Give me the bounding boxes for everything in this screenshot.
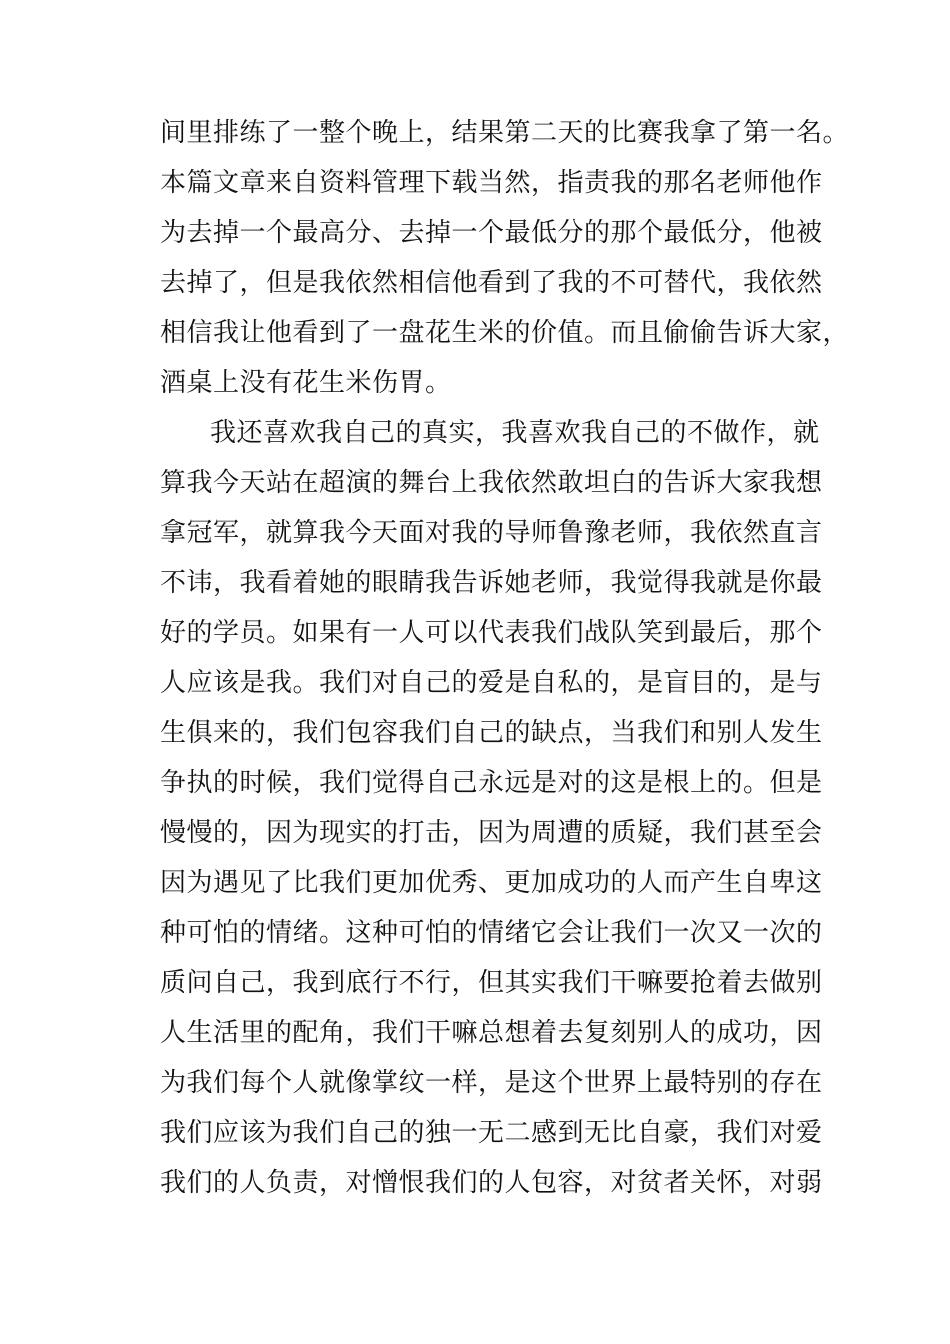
text-line: 拿冠军，就算我今天面对我的导师鲁豫老师，我依然直言: [160, 518, 823, 548]
paragraph-2: [160, 408, 823, 1208]
text-line: 好的学员。如果有一人可以代表我们战队笑到最后，那个: [160, 618, 823, 648]
text-line: 因为遇见了比我们更加优秀、更加成功的人而产生自卑这: [160, 868, 823, 898]
text-line: 为我们每个人就像掌纹一样，是这个世界上最特别的存在: [160, 1068, 823, 1098]
text-line: 我还喜欢我自己的真实，我喜欢我自己的不做作，就: [210, 418, 820, 448]
text-line: 本篇文章来自资料管理下载当然，指责我的那名老师他作: [160, 168, 823, 198]
text-line: 我们应该为我们自己的独一无二感到无比自豪，我们对爱: [160, 1118, 823, 1148]
text-line: 相信我让他看到了一盘花生米的价值。而且偷偷告诉大家，: [160, 318, 850, 348]
text-line: 去掉了，但是我依然相信他看到了我的不可替代，我依然: [160, 268, 823, 298]
text-line: 人生活里的配角，我们干嘛总想着去复刻别人的成功，因: [160, 1018, 823, 1048]
text-line: 争执的时候，我们觉得自己永远是对的这是根上的。但是: [160, 768, 823, 798]
text-line: 人应该是我。我们对自己的爱是自私的，是盲目的，是与: [160, 668, 823, 698]
text-line: 不讳，我看着她的眼睛我告诉她老师，我觉得我就是你最: [160, 568, 823, 598]
text-line: 我们的人负责，对憎恨我们的人包容，对贫者关怀，对弱: [160, 1168, 823, 1198]
text-line: 间里排练了一整个晚上，结果第二天的比赛我拿了第一名。: [160, 118, 850, 148]
text-line: 质问自己，我到底行不行，但其实我们干嘛要抢着去做别: [160, 968, 823, 998]
text-line: 生俱来的，我们包容我们自己的缺点，当我们和别人发生: [160, 718, 823, 748]
text-line: 慢慢的，因为现实的打击，因为周遭的质疑，我们甚至会: [160, 818, 823, 848]
paragraph-1: [160, 108, 850, 408]
text-line: 为去掉一个最高分、去掉一个最低分的那个最低分，他被: [160, 218, 823, 248]
text-line: 算我今天站在超演的舞台上我依然敢坦白的告诉大家我想: [160, 468, 823, 498]
text-line: 酒桌上没有花生米伤胃。: [160, 368, 452, 398]
body-text: [160, 108, 850, 1208]
text-line: 种可怕的情绪。这种可怕的情绪它会让我们一次又一次的: [160, 918, 823, 948]
